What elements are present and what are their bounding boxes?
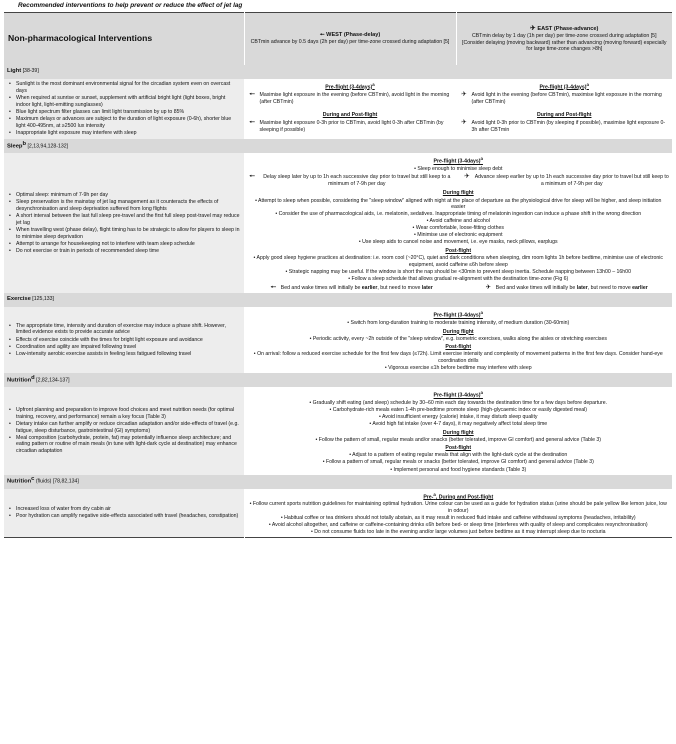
section-nutrition-header (4, 373, 672, 387)
plane-icon: ✈ (530, 24, 538, 32)
list-item: • Upfront planning and preparation to improve food choices and meet nutrition needs (for optimal training, recovery, and performance) remain a key focus (Table 3) (8, 407, 241, 420)
phase-title: Pre-$^a$, During and Post-flight (423, 491, 494, 501)
section-exercise-header (4, 293, 672, 307)
section-light-body (4, 79, 672, 140)
footnote-marker: a (480, 310, 483, 316)
west-arrow-icon: 🠔 (270, 283, 277, 291)
list-item: • Meal composition (carbohydrate, protein, fat) may potentially influence sleep architecture; and eating pattern or routine of main meals (in tune with light-dark cycle at destination) may enhance circadian adaptation (8, 435, 241, 455)
east-post: Avoid light 0-3h prior to CBTmin (by sleeping if possible), maximise light exposure 0-3h after CBTmin (471, 119, 666, 133)
list-item: • Increased loss of water from dry cabin air (8, 506, 241, 513)
phase-title: Pre-flight (3-4days) (433, 159, 481, 166)
table-header-row (4, 13, 672, 65)
east-label: EAST (Phase-advance) (537, 25, 599, 32)
fluids-notes (4, 489, 244, 538)
section-title: Light (7, 67, 22, 74)
east-note: [Consider delaying (moving backward) rather than advancing (moving forward) especially for large time-zone changes >8h] (462, 39, 667, 53)
list-item: • Implement personal and food hygiene standards (Table 3) (390, 466, 527, 473)
section-light-header (4, 65, 672, 79)
list-item: • Follow the pattern of small, regular meals and/or snacks (better tolerated, improve GI comfort) and general advice (Table 3) (315, 436, 602, 443)
light-west (244, 79, 456, 140)
plane-icon: ✈ (485, 283, 491, 291)
phase-title: Pre-flight (3-4days) (433, 392, 481, 399)
list-item: • Gradually shift eating (and sleep) schedule by 30–60 min each day towards the destination time for a few days before departure. (309, 399, 608, 406)
section-title: Nutrition (7, 479, 32, 486)
footnote-marker: c (31, 476, 35, 483)
list-item: • Follow current sports nutrition guidelines for maintaining optimal hydration. Urine colour can be used as a guide for hydration status (urine should be pale yellow like lemon juice, low in odour) (249, 501, 667, 514)
list-item: • Apply good sleep hygiene practices at destination: i.e. room cool (~20°C), quiet and dark conditions when sleeping, dim room lights 1h before bedtime, minimise use of electronic equipment, avoid caffeine ≤6h before sleep (253, 255, 663, 268)
phase-title: During flight (442, 429, 474, 436)
light-east (456, 79, 672, 140)
section-ref: [2,13,94,128-132] (26, 143, 69, 150)
light-notes (4, 79, 244, 140)
list-item: • Sleep preservation is the mainstay of jet lag management as it counteracts the effects of desynchronisation and sleep deprivation suffered from long flights (8, 199, 241, 212)
section-sleep-header (4, 139, 672, 153)
west-arrow-icon: 🠔 (248, 118, 256, 126)
west-desc: CBTmin advance by 0.5 days (2h per day) per time-zone crossed during adaptation [5] (250, 39, 450, 45)
east-post: Bed and wake times will initially be later, but need to move earlier (495, 284, 648, 291)
section-ref: [2,82,134-137] (34, 377, 70, 384)
list-item: • Wear comfortable, loose-fitting clothes (412, 225, 504, 232)
list-item: • Minimise use of electronic equipment (413, 232, 503, 239)
nutrition-notes (4, 387, 244, 474)
plane-icon: ✈ (461, 90, 467, 98)
exercise-advice (244, 307, 672, 373)
list-item: • Attempt to arrange for housekeeping not to interfere with team sleep schedule (8, 241, 241, 248)
list-item: • Do not exercise or train in periods of recommended sleep time (8, 248, 241, 255)
phase-title: Post-flight (445, 248, 472, 255)
header-east (456, 13, 672, 65)
section-fluids-header (4, 475, 672, 489)
list-item: • Avoid high fat intake (over 4-7 days), it may negatively affect total sleep time (369, 421, 548, 428)
list-item: • Attempt to sleep when possible, considering the "sleep window" aligned with night at the place of departure as the physiological drive for sleep will be higher, and sleep initiation easier (255, 197, 662, 211)
list-item: • A short interval between the last full sleep pre-travel and the first full sleep post-travel may reduce jet lag (8, 213, 241, 226)
section-title: Sleep (7, 143, 23, 150)
phase-title: Pre-flight (3-4days) (325, 84, 373, 91)
list-item: • Adjust to a pattern of eating regular meals that align with the light-dark cycle at the destination (349, 452, 568, 459)
list-item: • Avoid caffeine and alcohol (426, 218, 490, 225)
east-pre: Avoid light in the evening (before CBTmin), maximise light exposure in the morning (after CBTmin) (471, 91, 662, 105)
phase-title: During flight (442, 190, 474, 197)
footnote-marker: a (480, 156, 483, 162)
list-item: • Low-intensity aerobic exercise assists in feeling less fatigued following travel (8, 351, 241, 358)
list-item: • Coordination and agility are impaired following travel (8, 344, 241, 351)
list-item: • Carbohydrate-rich meals eaten 1-4h pre-bedtime promote sleep (high-glycaemic index or easily digested meal) (329, 406, 588, 413)
section-title: Exercise (7, 296, 31, 303)
list-item: • Habitual coffee or tea drinkers should not totally abstain, as it may result in reduced fluid intake and caffeine withdrawal symptoms (headaches, irritability) (280, 515, 636, 522)
list-item: • Strategic napping may be useful. If the window is short the nap should be <30min to prevent sleep inertia. Schedule napping between 13h00 – 16h00 (285, 268, 631, 275)
west-label: WEST (Phase-delay) (326, 31, 381, 38)
phase-title: During flight (442, 328, 474, 335)
list-item: • Optimal sleep: minimum of 7-9h per day (8, 192, 241, 199)
list-item: • Vigorous exercise ≤1h before bedtime may interfere with sleep (384, 365, 532, 372)
phase-title: During and Post-flight (322, 112, 378, 119)
jet-lag-table (4, 12, 672, 538)
list-item: • Follow a sleep schedule that allows gradual re-alignment with the destination time-zone (Fig 6) (348, 275, 569, 282)
west-post: Bed and wake times will initially be earlier, but need to move later (280, 284, 433, 291)
footnote-marker: a (480, 390, 483, 396)
west-post: Maximise light exposure 0-3h prior to CBTmin, avoid light 0-3h after CBTmin (by sleeping if possible) (259, 119, 444, 133)
phase-title: During and Post-flight (537, 112, 592, 119)
sleep-notes (4, 153, 244, 293)
section-ref: [125,133] (30, 296, 54, 303)
nutrition-advice (244, 387, 672, 474)
list-item: • Avoid alcohol altogether, and caffeine or caffeine-containing drinks ≤6h before bed- or sleep time (interferes with quality of sleep and complicates resynchronisation) (268, 522, 648, 529)
list-item: • Maximum delays or advances are subject to the duration of light exposure (0-6h), shorter blue light 400-495nm, at ≥2500 lux intensity (8, 116, 241, 129)
table-caption: Recommended interventions to help prevent or reduce the effect of jet lag (18, 2, 243, 9)
section-fluids-body (4, 489, 672, 538)
west-arrow-icon: 🠔 (248, 173, 256, 181)
section-ref: [38-39] (21, 67, 39, 74)
sleep-advice (244, 153, 672, 293)
footnote-marker: a (372, 81, 375, 87)
list-item: • Periodic activity, every ~2h outside of the "sleep window", e.g. isometric exercises, walks along the aisles or stretching exercises (309, 335, 607, 342)
section-nutrition-body (4, 387, 672, 474)
west-arrow-icon: 🠔 (248, 90, 256, 98)
list-item: • On arrival: follow a reduced exercise schedule for the first few days (≤72h). Limit exercise intensity and complexity of movement patterns in the first few days. Consider hand-eye coordination drills (253, 351, 663, 364)
list-item: • When required at sunrise or sunset, supplement with artificial bright light (light boxes, bright indoor light, light-emitting sunglasses) (8, 95, 241, 108)
footnote-marker: a (586, 81, 589, 87)
west-pre: Maximise light exposure in the evening (before CBTmin), avoid light in the morning (after CBTmin) (259, 91, 450, 105)
section-ref: (fluids) [78,82,134] (34, 479, 79, 486)
list-item: • Switch from long-duration training to moderate training intensity, of medium duration (30-60min) (347, 319, 570, 326)
footnote-marker: b (22, 141, 27, 148)
list-item: • Blue light spectrum filter glasses can limit light transmission by up to 85% (8, 109, 241, 116)
list-item: • Follow a pattern of small, regular meals or snacks (better tolerated, improve GI comfort) and general advice (Table 3) (322, 459, 594, 466)
east-pre: Advance sleep earlier by up to 1h each successive day prior to travel but still keep to a minimum of 7-9h per day (474, 174, 669, 187)
list-item: • The appropriate time, intensity and duration of exercise may induce a phase shift. However, limited evidence exists to provide accurate advice (8, 323, 241, 336)
west-arrow-icon: 🠔 (319, 31, 327, 38)
west-pre: Delay sleep later by up to 1h each successive day prior to travel but still keep to a minimum of 7-9h per day (263, 174, 451, 187)
plane-icon: ✈ (464, 173, 470, 181)
list-item: • Poor hydration can amplify negative side-effects associated with travel (headaches, constipation) (8, 513, 241, 520)
section-sleep-body (4, 153, 672, 293)
footnote-marker: d (31, 375, 35, 382)
list-item: • Avoid insufficient energy (calorie) intake, it may disturb sleep quality (379, 413, 538, 420)
phase-title: Pre-flight (3-4days) (433, 312, 481, 319)
list-item: • Dietary intake can further amplify or reduce circadian adaptation and/or side-effects of travel (e.g. fatigue, sleep disturbance, gastrointestinal (GI) symptoms) (8, 421, 241, 434)
list-item: • Inappropriate light exposure may interfere with sleep (8, 130, 241, 137)
section-exercise-body (4, 307, 672, 373)
header-title: Non-pharmacological Interventions (4, 13, 244, 65)
phase-title: Post-flight (445, 344, 472, 351)
list-item: • Do not consume fluids too late in the evening and/or large volumes just before bedtime as it may interrupt sleep due to nocturia (310, 529, 606, 536)
east-desc: CBTmin delay by 1 day (1h per day) per time-zone crossed during adaptation [5] (471, 32, 657, 39)
phase-title: Post-flight (445, 445, 472, 452)
list-item: • Sunlight is the most dominant environmental signal for the circadian system even on overcast days (8, 81, 241, 94)
sleep-pre-common: • Sleep enough to minimise sleep debt (414, 166, 503, 173)
list-item: • Consider the use of pharmacological aids, i.e. melatonin, sedatives. Inappropriate timing of melatonin ingestion can induce a phase shift in the wrong direction (275, 211, 642, 218)
phase-title: Pre-flight (3-4days) (539, 84, 587, 91)
plane-icon: ✈ (461, 118, 467, 126)
header-west (244, 13, 456, 65)
section-title: Nutrition (7, 377, 32, 384)
list-item: • Effects of exercise coincide with the times for bright light exposure and avoidance (8, 337, 241, 344)
list-item: • When travelling west (phase delay), flight timing has to be strategic to allow for players to sleep in to minimise sleep deprivation (8, 227, 241, 240)
list-item: • Use sleep aids to cancel noise and movement, i.e. eye masks, neck pillows, earplugs (358, 239, 558, 246)
exercise-notes (4, 307, 244, 373)
fluids-advice (244, 489, 672, 538)
